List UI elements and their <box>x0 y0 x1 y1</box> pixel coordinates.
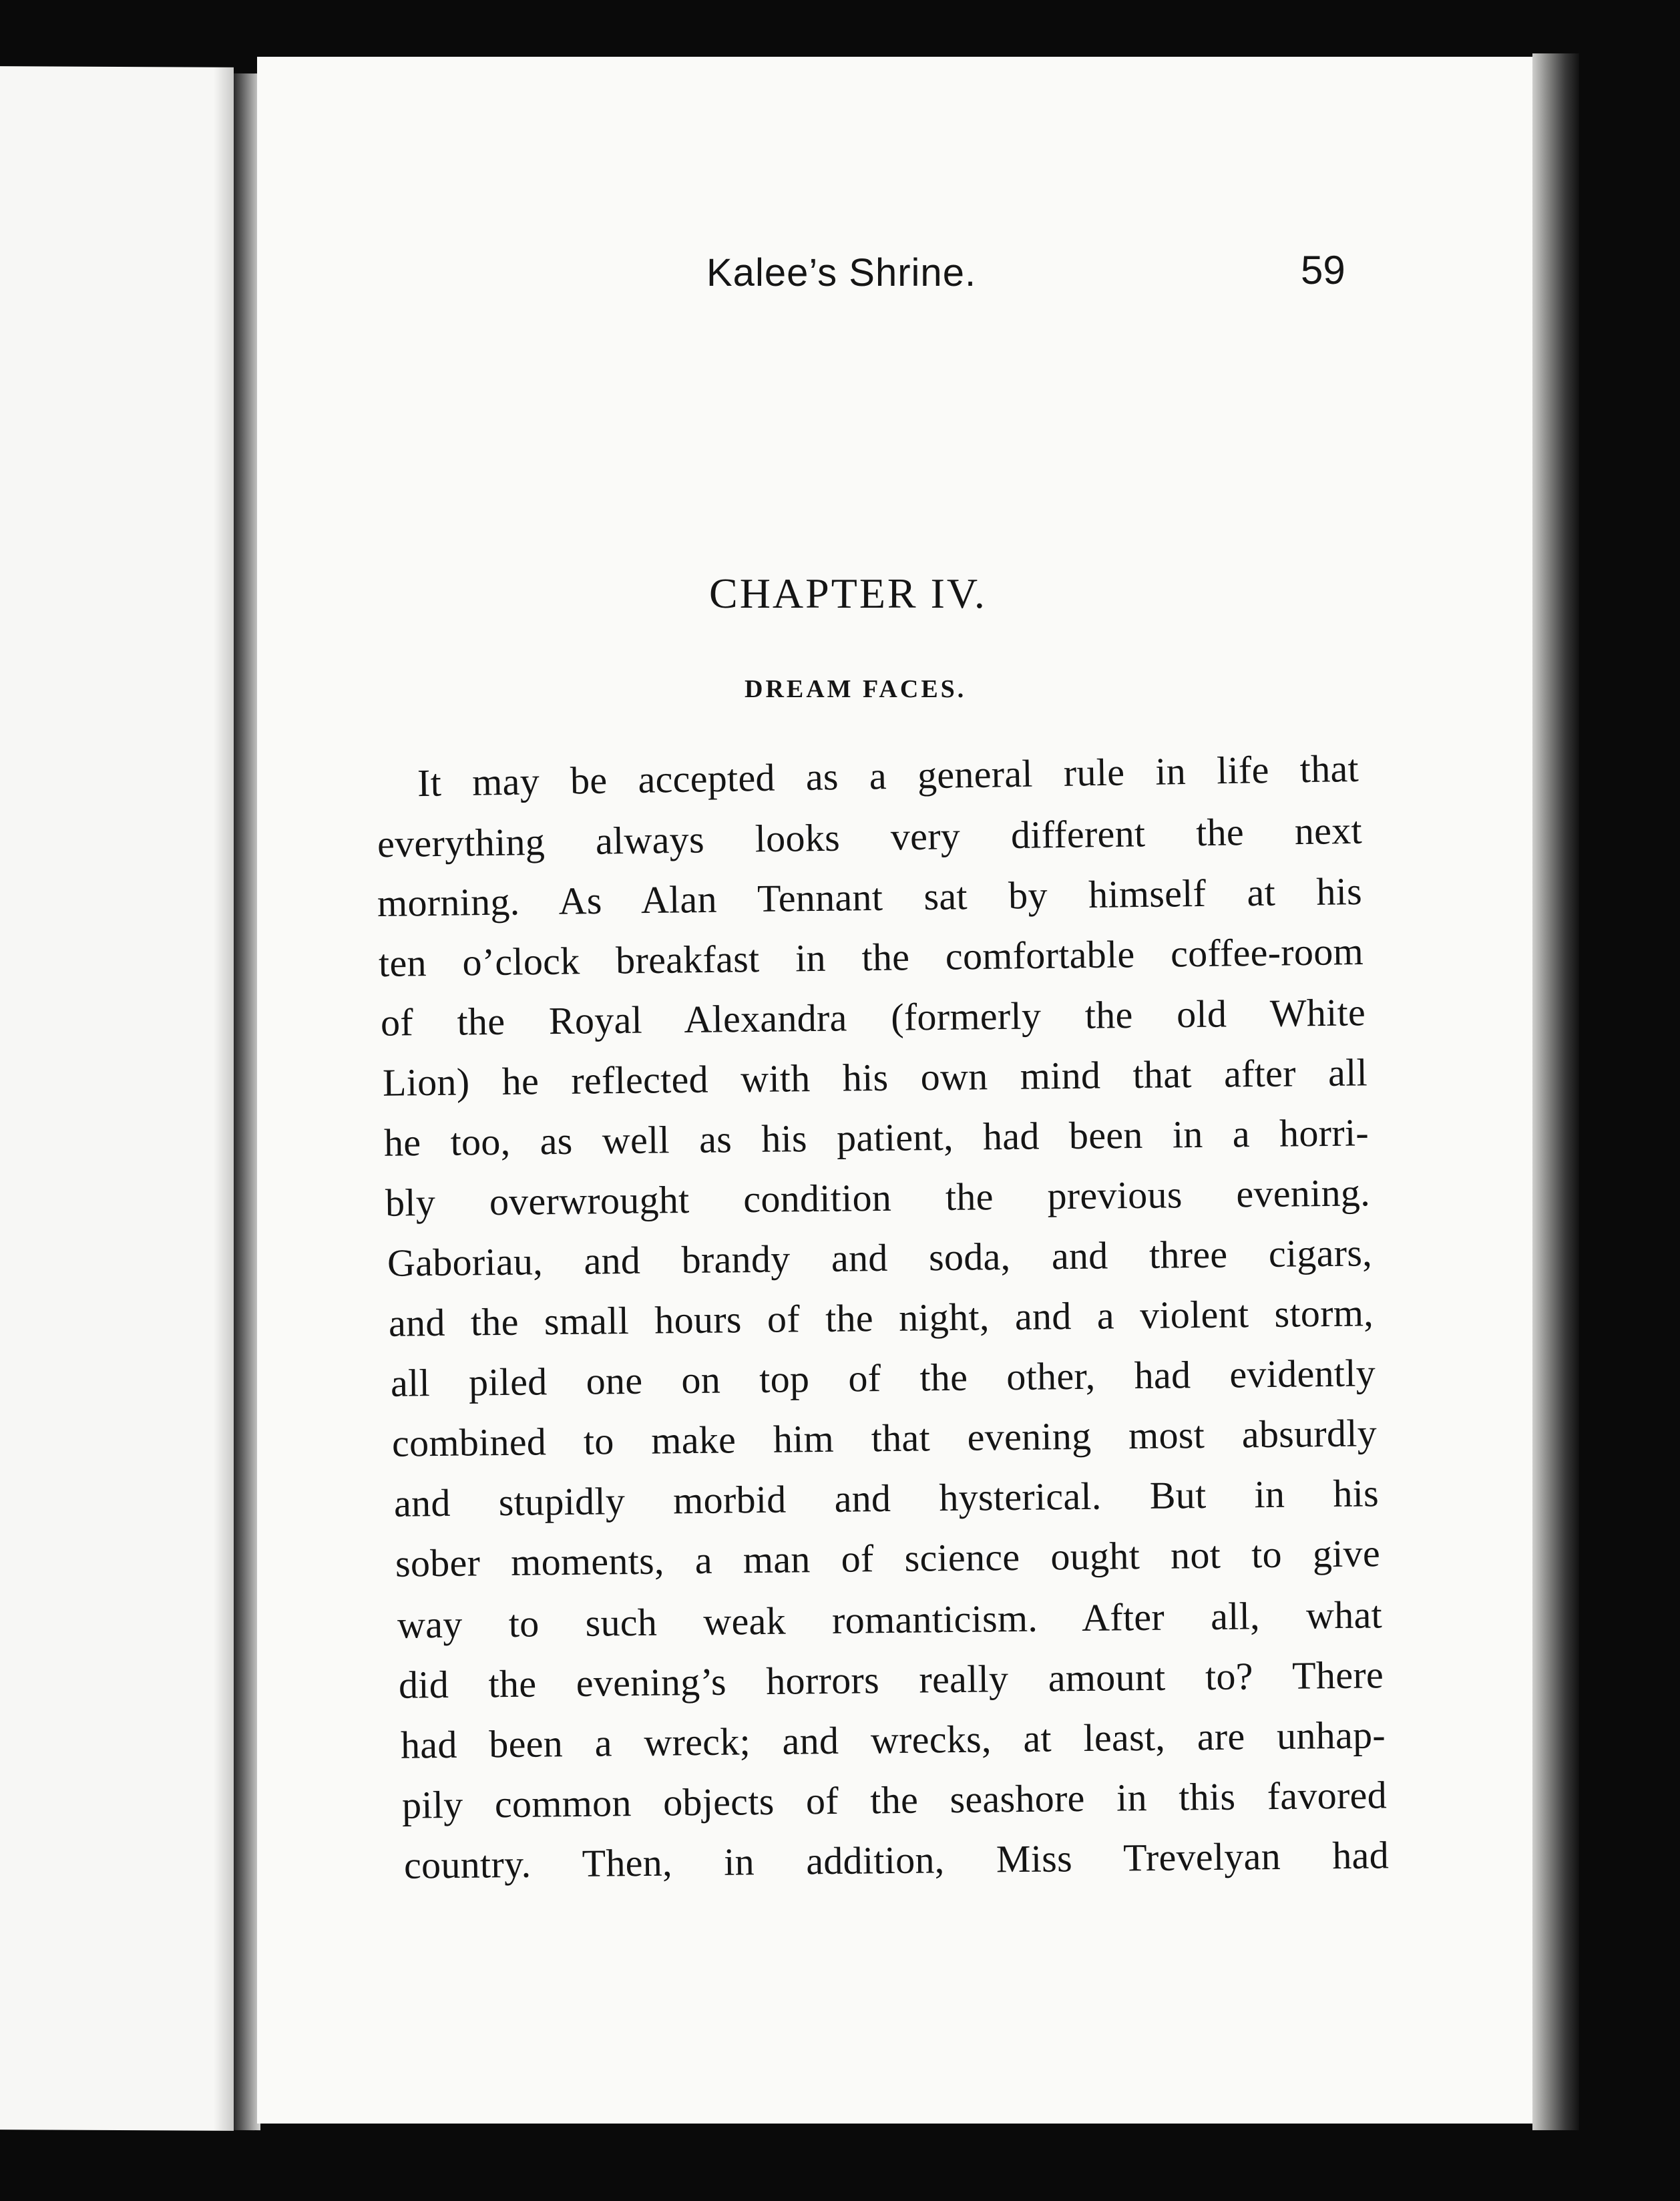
body-line: Lion) he reflected with his own mind that after all <box>382 1050 1368 1105</box>
body-line: did the evening’s horrors really amount to? There <box>398 1653 1384 1707</box>
left-page <box>0 66 234 2131</box>
running-head: Kalee’s Shrine. <box>706 251 977 294</box>
chapter-title: CHAPTER IV. <box>709 570 987 617</box>
body-line: of the Royal Alexandra (formerly the old White <box>380 990 1366 1044</box>
body-line: he too, as well as his patient, had been in a horri- <box>383 1111 1370 1165</box>
right-page <box>257 57 1542 2124</box>
body-line: combined to make him that evening most absurdly <box>391 1411 1378 1465</box>
body-line: country. Then, in addition, Miss Trevelyan had <box>403 1833 1390 1887</box>
body-line: bly overwrought condition the previous evening. <box>385 1171 1371 1225</box>
book-fore-edge <box>1532 53 1579 2130</box>
body-line: had been a wreck; and wrecks, at least, are unhap- <box>400 1713 1386 1767</box>
body-line: way to such weak romanticism. After all, what <box>397 1593 1383 1647</box>
body-line: morning. As Alan Tennant sat by himself at his <box>377 869 1363 926</box>
body-line: ten o’clock breakfast in the comfortable coffee-room <box>378 929 1364 986</box>
body-line: and stupidly morbid and hysterical. But in his <box>393 1471 1380 1525</box>
body-line: everything always looks very different the next <box>377 808 1363 866</box>
page-number: 59 <box>1301 248 1345 292</box>
body-line: all piled one on top of the other, had evidently <box>390 1351 1376 1405</box>
left-page-shadow <box>214 67 234 2131</box>
book-gutter <box>234 73 260 2130</box>
body-line: and the small hours of the night, and a violent storm, <box>388 1291 1374 1345</box>
body-line: It may be accepted as a general rule in life that <box>417 746 1359 805</box>
chapter-subtitle: DREAM FACES. <box>745 675 967 703</box>
body-line: sober moments, a man of science ought not to give <box>395 1531 1381 1585</box>
body-line: Gaboriau, and brandy and soda, and three cigars, <box>387 1231 1373 1285</box>
body-line: pily common objects of the seashore in this favored <box>401 1773 1388 1827</box>
